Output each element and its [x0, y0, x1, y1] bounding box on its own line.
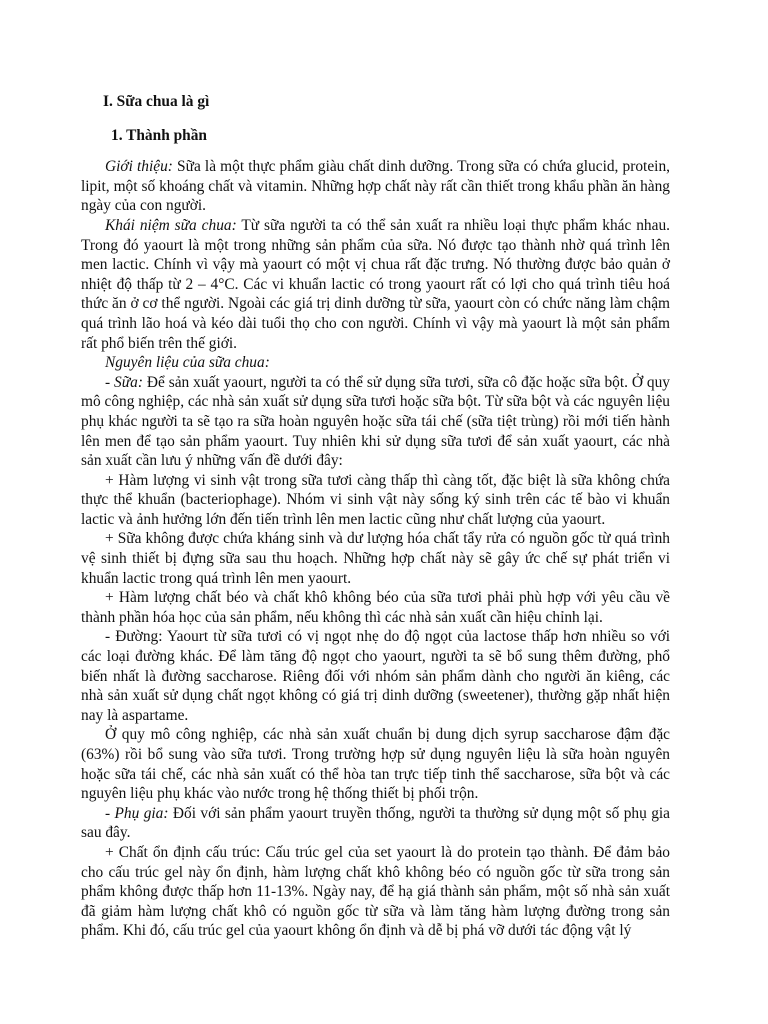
- paragraph-sugar: [81, 627, 670, 725]
- section-title: I. Sữa chua là gì: [103, 93, 210, 110]
- paragraph-label: - Phụ gia:: [105, 804, 169, 822]
- paragraph-definition: [81, 216, 670, 353]
- paragraph-label: Khái niệm sữa chua:: [105, 216, 237, 234]
- paragraph-text: Đối với sản phẩm yaourt truyền thống, người ta thường sử dụng một số phụ gia sau đây.: [81, 804, 670, 842]
- paragraph-text: + Chất ổn định cấu trúc: Cấu trúc gel của set yaourt là do protein tạo thành. Để đảm bảo cho cấu trúc gel này ổn định, hàm lượng chất khô không béo có nguồn gốc từ sữa trong sản phẩm không được thấp hơn 11-13%. Ngày nay, để hạ giá thành sản phẩm, một số nhà sản xuất đã giảm hàm lượng chất khô có nguồn gốc từ sữa và làm tăng hàm lượng đường trong sản phẩm. Khi đó, cấu trúc gel của yaourt không ổn định và dễ bị phá vỡ dưới tác động vật lý: [81, 843, 670, 940]
- paragraph-text: + Hàm lượng chất béo và chất khô không béo của sữa tươi phải phù hợp với yêu cầu về thành phần hóa học của sản phẩm, nếu không thì các nhà sản xuất cần hiệu chỉnh lại.: [81, 589, 670, 626]
- paragraph-microbes: [81, 471, 670, 530]
- paragraph-label: Giới thiệu:: [105, 158, 173, 176]
- paragraph-industrial: [81, 725, 670, 803]
- paragraph-antibiotics: [81, 529, 670, 588]
- paragraph-intro: [81, 157, 670, 216]
- paragraph-text: + Hàm lượng vi sinh vật trong sữa tươi càng thấp thì càng tốt, đặc biệt là sữa không chứa thực thể khuẩn (bacteriophage). Nhóm vi sinh vật này sống ký sinh trên các tế bào vi khuẩn lactic và ảnh hưởng lớn đến tiến trình lên men lactic cũng như chất lượng của yaourt.: [81, 471, 670, 528]
- paragraph-text: - Đường: Yaourt từ sữa tươi có vị ngọt nhẹ do độ ngọt của lactose thấp hơn nhiều so với các loại đường khác. Để làm tăng độ ngọt cho yaourt, người ta sẽ bổ sung thêm đường, phổ biến nhất là đường saccharose. Riêng đối với nhóm sản phẩm dành cho người ăn kiêng, các nhà sản xuất sử dụng chất ngọt không có giá trị dinh dưỡng (sweetener), thường gặp nhất hiện nay là aspartame.: [81, 628, 670, 724]
- paragraph-text: Từ sữa người ta có thể sản xuất ra nhiều loại thực phẩm khác nhau. Trong đó yaourt là một trong những sản phẩm của sữa. Nó được tạo thành nhờ quá trình lên men lactic. Chính vì vậy mà yaourt có một vị chua rất đặc trưng. Nó thường được bảo quản ở nhiệt độ thấp từ 2 – 4°C. Các vi khuẩn lactic có trong yaourt rất có lợi cho quá trình tiêu hoá thức ăn ở cơ thể người. Ngoài các giá trị dinh dưỡng từ sữa, yaourt còn có chức năng làm chậm quá trình lão hoá và kéo dài tuổi thọ cho con người. Chính vì vậy mà yaourt là một sản phẩm rất phổ biến trên thế giới.: [81, 216, 671, 352]
- subsection-title: 1. Thành phần: [111, 126, 207, 144]
- paragraph-text: Ở quy mô công nghiệp, các nhà sản xuất chuẩn bị dung dịch syrup saccharose đậm đặc (63%) rồi bổ sung vào sữa tươi. Trong trường hợp sử dụng nguyên liệu là sữa hoàn nguyên hoặc sữa tái chế, các nhà sản xuất có thể hòa tan trực tiếp tinh thể saccharose, sữa bột và các nguyên liệu phụ khác vào nước trong hệ thống thiết bị phối trộn.: [81, 726, 670, 803]
- paragraph-label: - Sữa:: [105, 373, 143, 391]
- paragraph-ingredients-heading: [81, 353, 670, 373]
- paragraph-milk: [81, 373, 670, 471]
- paragraph-fat-content: [81, 588, 670, 627]
- paragraph-text: Để sản xuất yaourt, người ta có thể sử dụng sữa tươi, sữa cô đặc hoặc sữa bột. Ở quy mô công nghiệp, các nhà sản xuất sử dụng sữa tươi hoặc sữa bột. Từ sữa bột và các nguyên liệu phụ khác người ta sẽ tạo ra sữa hoàn nguyên hoặc sữa tái chế (sữa tiệt trùng) rồi mới tiến hành lên men để tạo sản phẩm yaourt. Tuy nhiên khi sử dụng sữa tươi để sản xuất yaourt, các nhà sản xuất cần lưu ý những vấn đề dưới đây:: [81, 373, 670, 470]
- paragraph-text: Sữa là một thực phẩm giàu chất dinh dưỡng. Trong sữa có chứa glucid, protein, lipit, một số khoáng chất và vitamin. Những hợp chất này rất cần thiết trong khẩu phần ăn hàng ngày của con người.: [81, 158, 670, 215]
- paragraph-stabilizer: [81, 843, 670, 941]
- paragraph-text: + Sữa không được chứa kháng sinh và dư lượng hóa chất tẩy rửa có nguồn gốc từ quá trình vệ sinh thiết bị đựng sữa sau thu hoạch. Những hợp chất này sẽ gây ức chế sự phát triển vi khuẩn lactic trong quá trình lên men yaourt.: [81, 530, 670, 587]
- paragraph-label: Nguyên liệu của sữa chua:: [105, 354, 270, 372]
- document-body: [81, 157, 670, 941]
- paragraph-additives: [81, 804, 670, 843]
